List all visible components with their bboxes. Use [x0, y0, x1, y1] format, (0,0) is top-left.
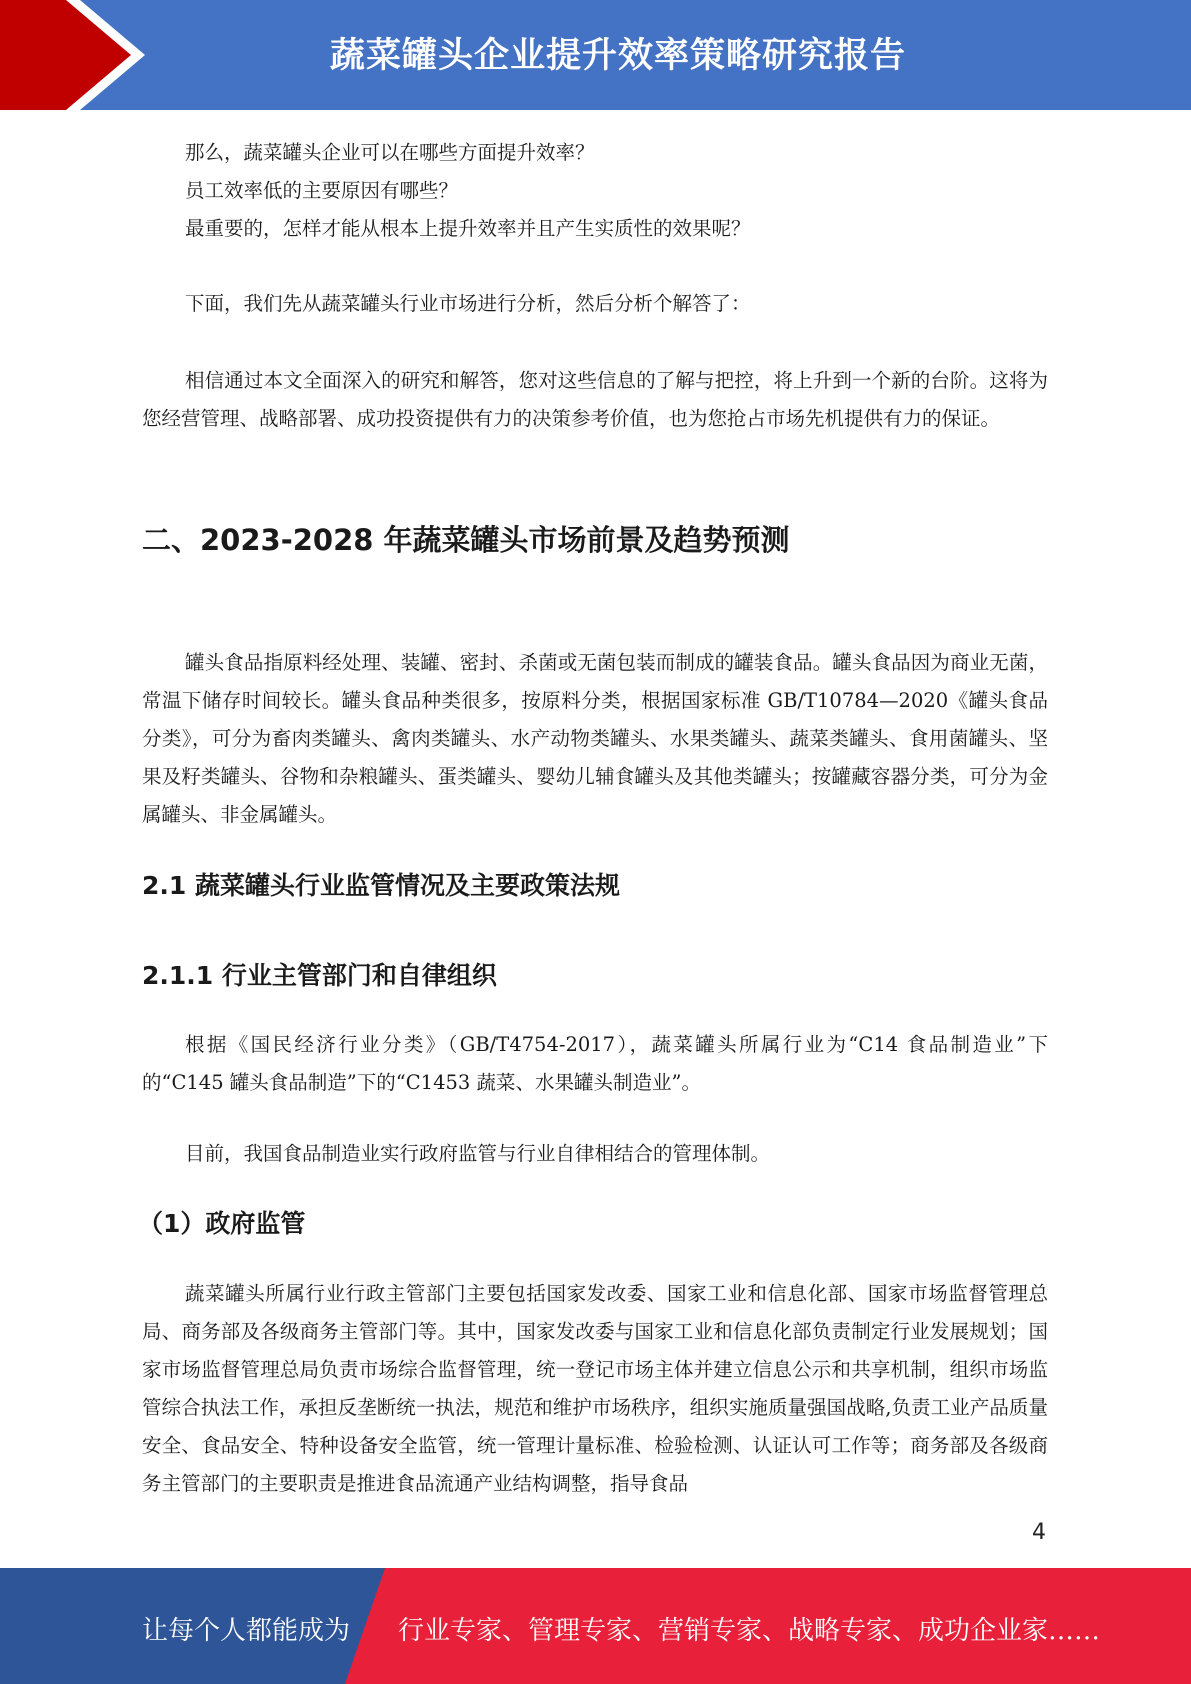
footer-slogan-right: 行业专家、管理专家、营销专家、战略专家、成功企业家…… — [398, 1616, 1101, 1646]
footer-banner — [0, 1568, 1191, 1684]
footer-slogan-left: 让每个人都能成为 — [142, 1616, 351, 1646]
section-2-heading: 二、2023-2028 年蔬菜罐头市场前景及趋势预测 — [142, 523, 790, 557]
question-1: 那么，蔬菜罐头企业可以在哪些方面提升效率？ — [185, 141, 595, 164]
belief-paragraph: 相信通过本文全面深入的研究和解答，您对这些信息的了解与把控，将上升到一个新的台阶。这将为您经营管理、战略部署、成功投资提供有力的决策参考价值，也为您抢占市场先机提供有力的保证。 — [142, 369, 1048, 430]
header-banner — [0, 0, 1191, 110]
section-2-1-1-body-2: 目前，我国食品制造业实行政府监管与行业自律相结合的管理体制。 — [185, 1142, 771, 1165]
report-title: 蔬菜罐头企业提升效率策略研究报告 — [330, 36, 907, 76]
lead-paragraph: 下面，我们先从蔬菜罐头行业市场进行分析，然后分析个解答了： — [185, 292, 751, 315]
gov-regulation-heading: （1）政府监管 — [138, 1209, 306, 1238]
section-2-1-heading: 2.1 蔬菜罐头行业监管情况及主要政策法规 — [142, 871, 620, 900]
header-arrow-decoration — [0, 0, 200, 110]
section-2-1-1-heading: 2.1.1 行业主管部门和自律组织 — [142, 961, 497, 990]
section-2-body: 罐头食品指原料经处理、装罐、密封、杀菌或无菌包装而制成的罐装食品。罐头食品因为商业无菌，常温下储存时间较长。罐头食品种类很多，按原料分类，根据国家标准 GB/T10784—2020《罐头食品分类》，可分为畜肉类罐头、禽肉类罐头、水产动物类罐头、水果类罐头、蔬菜类罐头、食用菌罐头、坚果及籽类罐头、谷物和杂粮罐头、蛋类罐头、婴幼儿辅食罐头及其他类罐头；按罐藏容器分类，可分为金属罐头、非金属罐头。 — [142, 651, 1048, 826]
gov-regulation-body: 蔬菜罐头所属行业行政主管部门主要包括国家发改委、国家工业和信息化部、国家市场监督管理总局、商务部及各级商务主管部门等。其中，国家发改委与国家工业和信息化部负责制定行业发展规划；国家市场监督管理总局负责市场综合监督管理，统一登记市场主体并建立信息公示和共享机制，组织市场监管综合执法工作，承担反垄断统一执法，规范和维护市场秩序，组织实施质量强国战略,负责工业产品质量安全、食品安全、特种设备安全监管，统一管理计量标准、检验检测、认证认可工作等；商务部及各级商务主管部门的主要职责是推进食品流通产业结构调整，指导食品 — [142, 1282, 1048, 1495]
question-2: 员工效率低的主要原因有哪些？ — [185, 179, 459, 202]
section-2-1-1-body-1: 根据《国民经济行业分类》（GB/T4754-2017），蔬菜罐头所属行业为“C14 食品制造业”下的“C145 罐头食品制造”下的“C1453 蔬菜、水果罐头制造业”。 — [142, 1033, 1048, 1094]
question-3: 最重要的，怎样才能从根本上提升效率并且产生实质性的效果呢？ — [185, 217, 751, 240]
page-number: 4 — [1032, 1520, 1046, 1545]
